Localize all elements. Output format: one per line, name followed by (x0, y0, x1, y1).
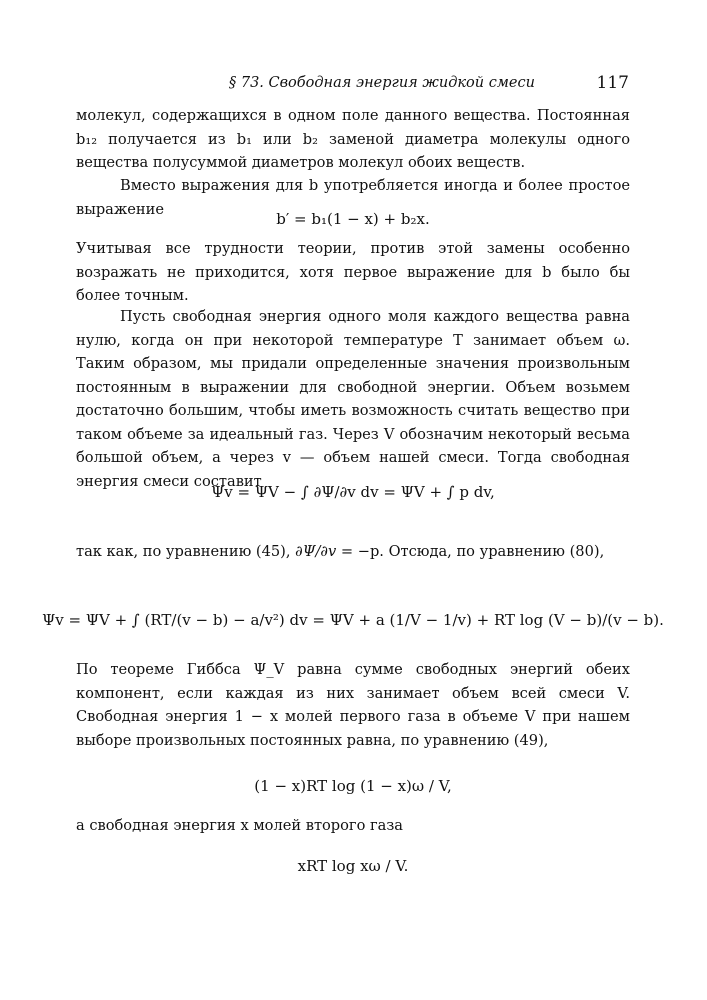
formula-free-energy-integral-text: Ψv = ΨV − ∫ ∂Ψ/∂v dv = ΨV + ∫ p dv, (211, 483, 495, 501)
paragraph-1 (76, 104, 630, 175)
paragraph-5-post: = −p. Отсюда, по уравнению (80), (340, 543, 605, 560)
paragraph-6 (76, 658, 630, 752)
paragraph-1-text: молекул, содержащихся в одном поле данного вещества. Постоянная b₁₂ получается из b₁ или b₂ заменой диаметра молекулы одного вещества полусуммой диаметров молекул обоих веществ. (76, 107, 630, 171)
running-header (229, 73, 629, 97)
paragraph-7-text: а свободная энергия x молей второго газа (76, 817, 404, 834)
formula-second-gas (76, 845, 630, 889)
paragraph-3 (76, 237, 630, 308)
paragraph-5 (76, 540, 630, 564)
formula-mixture-energy (42, 585, 664, 657)
formula-first-gas (76, 765, 630, 809)
inline-derivative: ∂Ψ/∂v (295, 543, 337, 560)
paragraph-7 (76, 814, 630, 838)
paragraph-6-text: По теореме Гиббса Ψ_V равна сумме свободных энергий обеих компонент, если каждая из них занимает объем всей смеси V. Свободная энергия 1 − x молей первого газа в объеме V при нашем выборе произвольных постоянных равна, по уравнению (49), (76, 661, 630, 749)
formula-b-prime-text: b′ = b₁(1 − x) + b₂x. (276, 210, 430, 228)
paragraph-4-text: Пусть свободная энергия одного моля каждого вещества равна нулю, когда он при некоторой температуре T занимает объем ω. Таким образом, мы придали определенные значения произвольным постоянным в выражении для свободной энергии. Объем возьмем достаточно большим, чтобы иметь возможность считать вещество при таком объеме за идеальный газ. Через V обозначим некоторый весьма большой объем, а через v — объем нашей смеси. Тогда свободная энергия смеси составит (76, 308, 630, 490)
formula-second-gas-text: xRT log xω / V. (297, 857, 409, 875)
paragraph-2-text: Вместо выражения для b употребляется иногда и более простое выражение (76, 177, 630, 218)
formula-mixture-energy-text: Ψv = ΨV + ∫ (RT/(v − b) − a/v²) dv = ΨV + a (1/V − 1/v) + RT log (V − b)/(v − b). (42, 611, 664, 629)
paragraph-5-pre: так как, по уравнению (45), (76, 543, 291, 560)
formula-free-energy-integral (76, 455, 630, 527)
formula-b-prime (76, 206, 630, 232)
page-number: 117 (596, 73, 629, 93)
formula-first-gas-text: (1 − x)RT log (1 − x)ω / V, (254, 777, 452, 795)
section-title: § 73. Свободная энергия жидкой смеси (229, 75, 535, 91)
paragraph-3-text: Учитывая все трудности теории, против этой замены особенно возражать не приходится, хотя первое выражение для b было бы более точным. (76, 240, 630, 304)
